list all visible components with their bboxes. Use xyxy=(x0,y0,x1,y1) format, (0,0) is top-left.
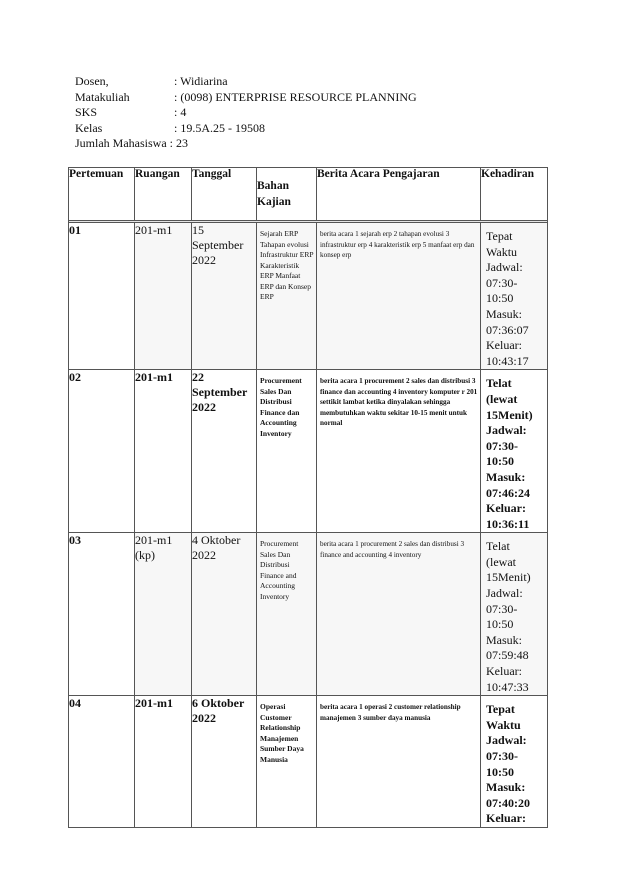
kehadiran-line: (lewat xyxy=(486,391,518,406)
cell-kehadiran xyxy=(481,533,548,696)
cell-berita-acara: berita acara 1 operasi 2 customer relationship manajemen 3 sumber daya manusia xyxy=(317,696,481,828)
table-row xyxy=(69,223,548,370)
info-kelas xyxy=(75,121,545,137)
cell-bahan-kajian: Sejarah ERP Tahapan evolusi Infrastruktur ERP Karakteristik ERP Manfaat ERP dan Konsep ERP xyxy=(257,223,317,370)
kehadiran-line: 10:43:17 xyxy=(486,353,529,368)
info-label: SKS xyxy=(75,105,98,120)
info-sks xyxy=(75,105,545,121)
info-jumlah-mahasiswa xyxy=(75,136,545,152)
kehadiran-line: Tepat xyxy=(486,702,515,717)
kehadiran-line: (lewat xyxy=(486,554,516,569)
cell-berita-acara: berita acara 1 procurement 2 sales dan distribusi 3 finance and accounting 4 inventory xyxy=(317,533,481,696)
cell-bahan-kajian: Procurement Sales Dan Distribusi Finance and Accounting Inventory xyxy=(257,533,317,696)
info-label: Jumlah Mahasiswa xyxy=(75,136,167,151)
table-row xyxy=(69,696,548,828)
info-matakuliah xyxy=(75,90,545,106)
kehadiran-line: Keluar: xyxy=(486,811,526,826)
cell-pertemuan: 03 xyxy=(69,533,135,696)
cell-ruangan: 201-m1 (kp) xyxy=(135,533,192,696)
info-value: : 19.5A.25 - 19508 xyxy=(174,120,265,135)
header-ruangan: Ruangan xyxy=(135,168,192,221)
kehadiran-line: 10:50 xyxy=(486,454,514,469)
info-value: : 4 xyxy=(174,105,187,120)
kehadiran-line: 07:40:20 xyxy=(486,795,530,810)
table-header-row xyxy=(69,168,548,221)
kehadiran-line: Masuk: xyxy=(486,632,522,647)
cell-pertemuan: 04 xyxy=(69,696,135,828)
kehadiran-line: Keluar: xyxy=(486,501,526,516)
kehadiran-line: 10:36:11 xyxy=(486,516,530,531)
kehadiran-line: Waktu xyxy=(486,717,521,732)
cell-kehadiran xyxy=(481,370,548,533)
kehadiran-line: Telat xyxy=(486,539,510,554)
attendance-table xyxy=(68,167,548,828)
course-info xyxy=(75,74,545,152)
kehadiran-line: 10:50 xyxy=(486,617,514,632)
cell-berita-acara: berita acara 1 procurement 2 sales dan distribusi 3 finance dan accounting 4 inventory komputer r 201 settikit lambat ketika dinyalakan sehingga membutuhkan waktu sekitar 10-15 menit untuk normal xyxy=(317,370,481,533)
cell-tanggal: 6 Oktober 2022 xyxy=(192,696,257,828)
cell-pertemuan: 01 xyxy=(69,223,135,370)
cell-ruangan: 201-m1 xyxy=(135,696,192,828)
table-row xyxy=(69,370,548,533)
kehadiran-line: 10:50 xyxy=(486,291,514,306)
kehadiran-line: Masuk: xyxy=(486,306,522,321)
kehadiran-line: 15Menit) xyxy=(486,570,531,585)
header-kehadiran: Kehadiran xyxy=(481,168,548,221)
kehadiran-line: 07:36:07 xyxy=(486,322,529,337)
kehadiran-line: Tepat xyxy=(486,229,513,243)
cell-kehadiran xyxy=(481,223,548,370)
kehadiran-line: Masuk: xyxy=(486,469,526,484)
info-dosen xyxy=(75,74,545,90)
kehadiran-line: 07:30- xyxy=(486,749,518,763)
kehadiran-line: 07:30- xyxy=(486,601,518,616)
header-berita-acara: Berita Acara Pengajaran xyxy=(317,168,481,221)
info-label: Kelas xyxy=(75,120,103,135)
kehadiran-line: 10:47:33 xyxy=(486,679,529,694)
cell-tanggal: 4 Oktober 2022 xyxy=(192,533,257,696)
info-value: : Widiarina xyxy=(174,74,228,88)
kehadiran-line: 07:30- xyxy=(486,438,518,453)
kehadiran-line: 07:59:48 xyxy=(486,648,529,663)
cell-ruangan: 201-m1 xyxy=(135,223,192,370)
cell-tanggal: 15 September 2022 xyxy=(192,223,257,370)
cell-tanggal: 22 September 2022 xyxy=(192,370,257,533)
cell-bahan-kajian: Operasi Customer Relationship Manajemen Sumber Daya Manusia xyxy=(257,696,317,828)
kehadiran-line: Telat xyxy=(486,376,512,391)
info-value: : (0098) ENTERPRISE RESOURCE PLANNING xyxy=(174,89,417,104)
kehadiran-line: 07:30- xyxy=(486,275,518,290)
kehadiran-line: Jadwal: xyxy=(486,733,527,748)
header-pertemuan: Pertemuan xyxy=(69,168,135,221)
info-label: Matakuliah xyxy=(75,89,130,104)
kehadiran-line: 15Menit) xyxy=(486,407,533,422)
info-label: Dosen, xyxy=(75,74,109,88)
cell-ruangan: 201-m1 xyxy=(135,370,192,533)
kehadiran-line: 07:46:24 xyxy=(486,485,530,500)
kehadiran-line: Keluar: xyxy=(486,664,522,679)
kehadiran-line: Jadwal: xyxy=(486,260,523,275)
cell-kehadiran xyxy=(481,696,548,828)
kehadiran-line: Waktu xyxy=(486,244,518,259)
cell-pertemuan: 02 xyxy=(69,370,135,533)
kehadiran-line: Masuk: xyxy=(486,780,526,795)
kehadiran-line: Jadwal: xyxy=(486,586,523,601)
header-bahan-kajian: Bahan Kajian xyxy=(257,168,317,221)
header-tanggal: Tanggal xyxy=(192,168,257,221)
info-value: : 23 xyxy=(169,136,188,151)
cell-bahan-kajian: Procurement Sales Dan Distribusi Finance dan Accounting Inventory xyxy=(257,370,317,533)
cell-berita-acara: berita acara 1 sejarah erp 2 tahapan evolusi 3 infrastruktur erp 4 karakteristik erp 5 manfaat erp dan konsep erp xyxy=(317,223,481,370)
kehadiran-line: Keluar: xyxy=(486,338,522,353)
kehadiran-line: Jadwal: xyxy=(486,423,527,438)
kehadiran-line: 10:50 xyxy=(486,764,514,779)
table-row xyxy=(69,533,548,696)
